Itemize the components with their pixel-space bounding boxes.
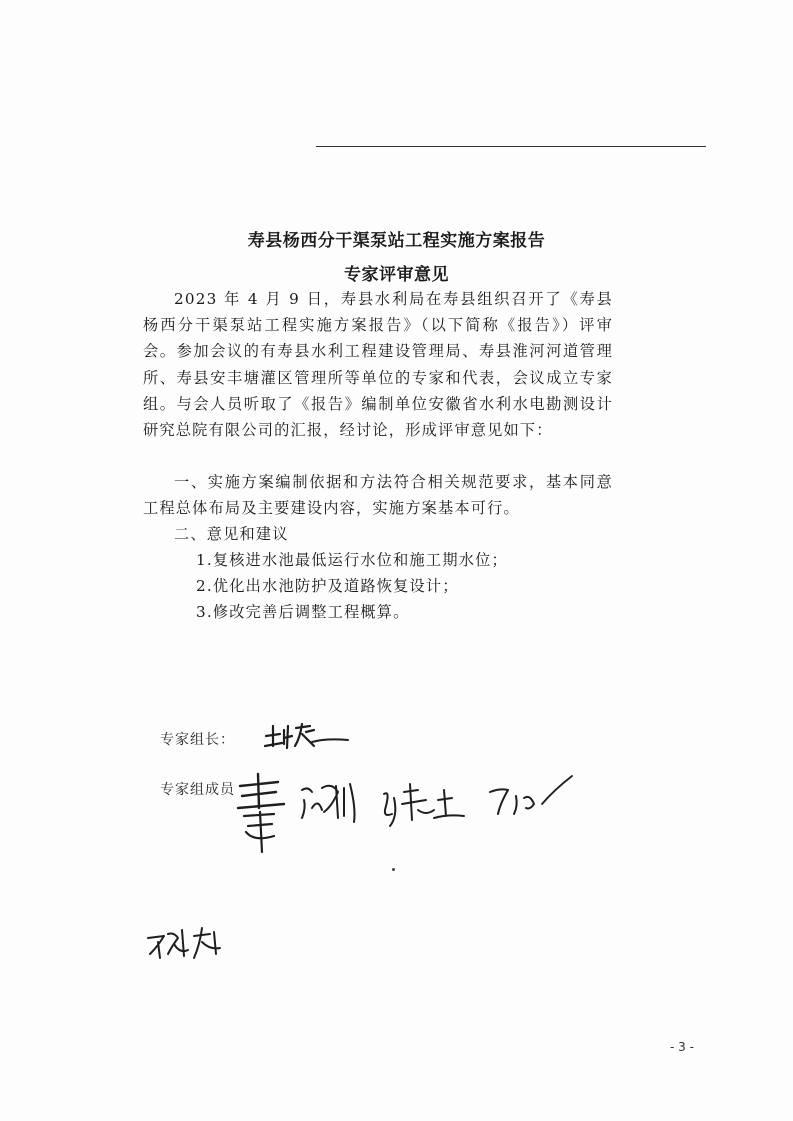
opinion-1-block	[143, 469, 613, 521]
member-signature-4	[486, 770, 576, 820]
intro-paragraph-block	[143, 286, 613, 443]
suggestion-item-3: 3.修改完善后调整工程概算。	[196, 603, 410, 622]
member-signature-2	[298, 778, 366, 828]
opinion-2-heading: 二、意见和建议	[174, 525, 289, 543]
member-signature-3	[378, 780, 488, 840]
leader-signature	[262, 716, 352, 756]
member-signature-1	[234, 768, 296, 858]
suggestion-item-2: 2.优化出水池防护及道路恢复设计；	[196, 577, 459, 596]
opinion-2-heading-block	[143, 521, 613, 547]
top-rule	[316, 146, 706, 147]
opinion-1: 一、实施方案编制依据和方法符合相关规范要求，基本同意工程总体布局及主要建设内容，实施方案基本可行。	[143, 473, 613, 518]
document-subtitle: 专家评审意见	[344, 265, 449, 285]
leader-label: 专家组长：	[160, 732, 235, 748]
intro-paragraph: 2023 年 4 月 9 日，寿县水利局在寿县组织召开了《寿县杨西分干渠泵站工程实施方案报告》（以下简称《报告》）评审会。参加会议的有寿县水利工程建设管理局、寿县淮河河道管理所、寿县安丰塘灌区管理所等单位的专家和代表，会议成立专家组。与会人员听取了《报告》编制单位安徽省水利水电勘测设计研究总院有限公司的汇报，经讨论，形成评审意见如下：	[143, 290, 613, 440]
suggestion-item-1: 1.复核进水池最低运行水位和施工期水位；	[196, 551, 508, 569]
member-signature-5	[144, 924, 230, 964]
members-label: 专家组成员	[160, 782, 235, 798]
ink-dot	[392, 868, 395, 871]
document-title: 寿县杨西分干渠泵站工程实施方案报告	[247, 231, 546, 251]
page-number: - 3 -	[670, 1040, 694, 1054]
suggestion-list	[143, 547, 613, 626]
